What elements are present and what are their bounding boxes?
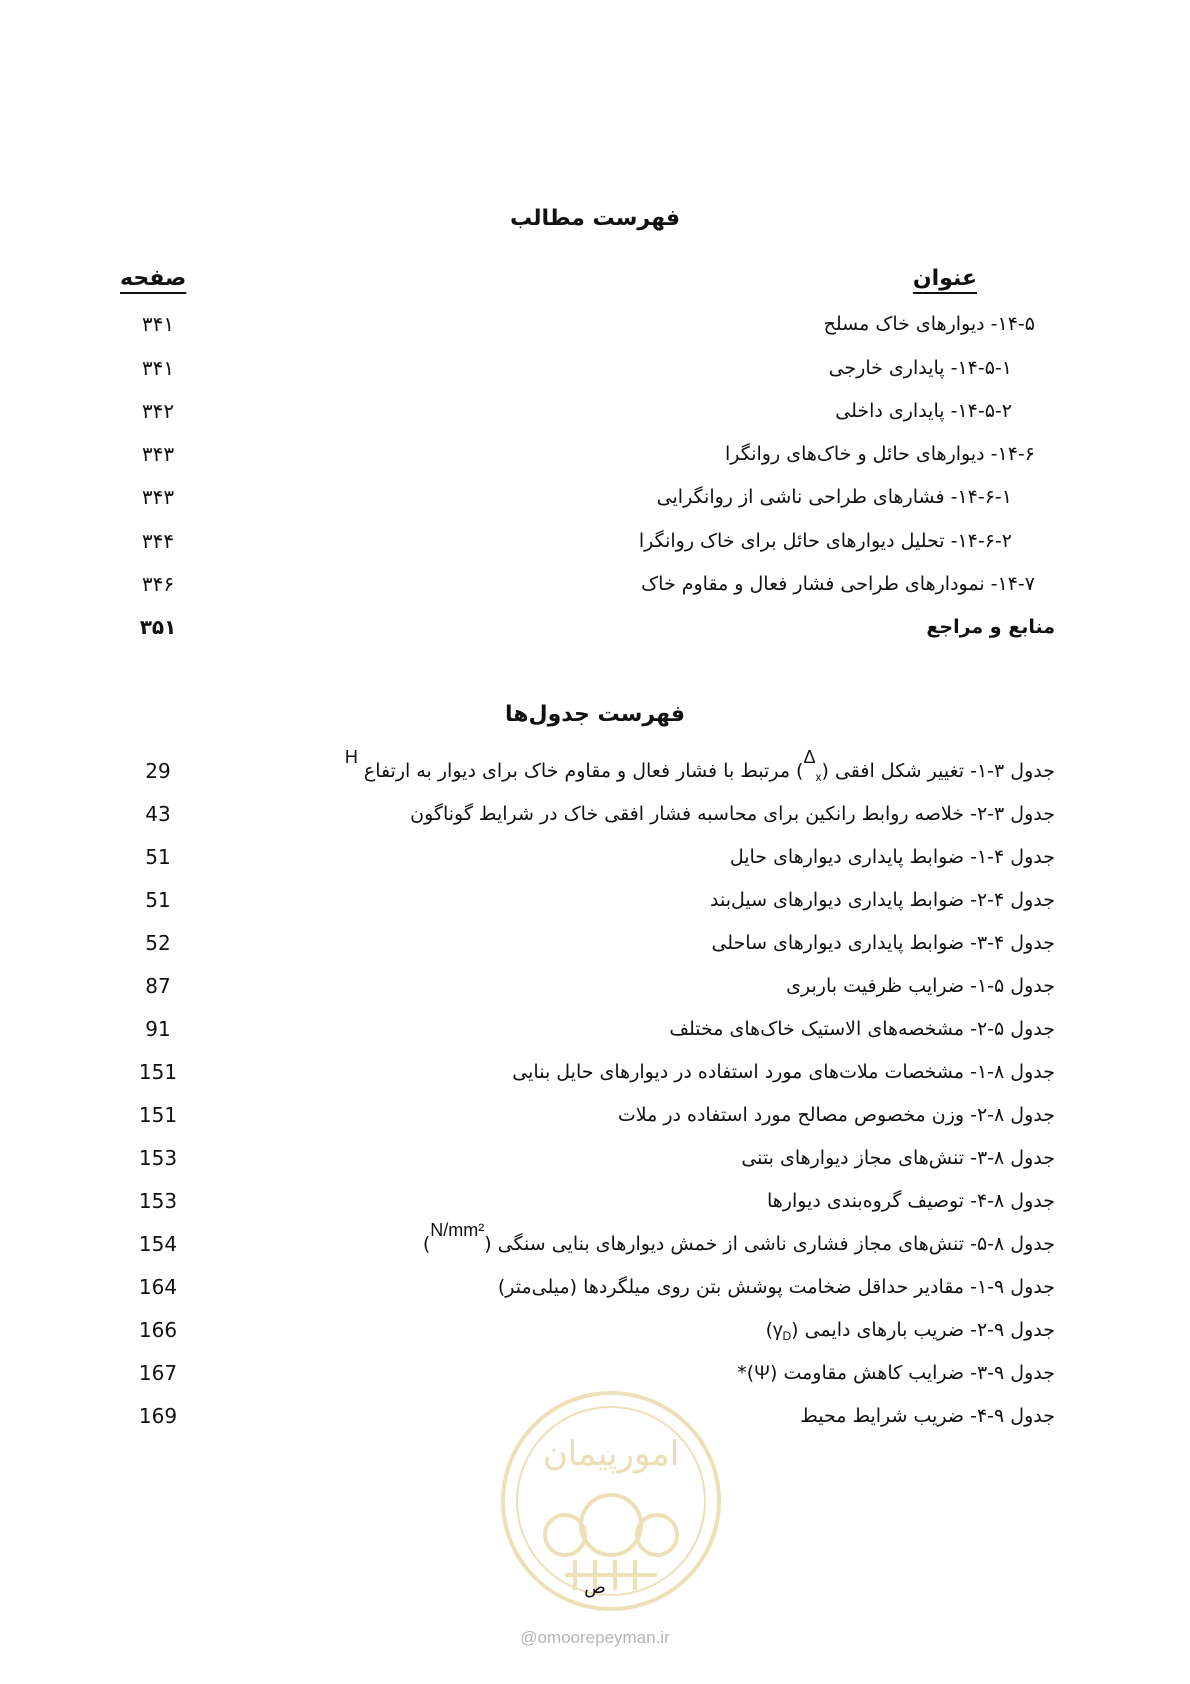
table-entry-text: جدول ۸-۲- وزن مخصوص مصالح مورد استفاده در ملات [617, 1104, 1055, 1126]
table-entry-text: جدول ۸-۳- تنش‌های مجاز دیوارهای بتنی [741, 1147, 1055, 1169]
toc-entry-text: ۱۴-۵-۲- پایداری داخلی [835, 400, 1012, 422]
table-entry-page: 166 [138, 1318, 178, 1342]
toc-entry-text: منابع و مراجع [926, 616, 1055, 638]
height-symbol: H [344, 747, 358, 767]
toc-entry[interactable] [0, 396, 1190, 442]
psi-symbol: Ψ [754, 1363, 771, 1384]
toc-entry[interactable] [0, 439, 1190, 485]
table-entry-page: 151 [138, 1060, 178, 1084]
table-entry-text: جدول ۴-۲- ضوابط پایداری دیوارهای سیل‌بند [709, 889, 1055, 911]
toc-entry-text: ۱۴-۶- دیوارهای حائل و خاک‌های روانگرا [724, 443, 1035, 465]
table-entry-page: 167 [138, 1361, 178, 1385]
table-entry-text: جدول ۸-۵- تنش‌های مجاز فشاری ناشی از خمش دیوارهای بنایی سنگی (N/mm²) [422, 1220, 1055, 1255]
gamma-symbol: $\gamma_D$ [773, 1320, 792, 1343]
toc-header-page: صفحه [120, 266, 187, 291]
table-entry[interactable] [0, 1220, 1190, 1275]
toc-entry-page: ۳۴۴ [141, 529, 175, 553]
table-entry-text: جدول ۹-۴- ضریب شرایط محیط [800, 1405, 1055, 1427]
toc-entry-page: ۳۴۳ [141, 442, 175, 466]
table-entry[interactable] [0, 1186, 1190, 1232]
table-entry-text: جدول ۳-۲- خلاصه روابط رانکین برای محاسبه فشار افقی خاک در شرایط گوناگون [410, 803, 1055, 825]
table-entry[interactable] [0, 747, 1190, 802]
tables-title: فهرست جدول‌ها [504, 702, 686, 727]
toc-title: فهرست مطالب [509, 206, 681, 231]
table-entry[interactable] [0, 1057, 1190, 1103]
unit-label: N/mm² [430, 1220, 485, 1240]
table-entry[interactable] [0, 1272, 1190, 1318]
table-entry-text: جدول ۸-۱- مشخصات ملات‌های مورد استفاده در دیوارهای حایل بنایی [512, 1061, 1055, 1083]
toc-entry[interactable] [0, 309, 1190, 355]
table-entry-page: 87 [145, 974, 171, 998]
toc-entry-page: ۳۵۱ [139, 615, 177, 639]
table-entry-text: جدول ۹-۲- ضریب بارهای دایمی $(\gamma_D)$ [765, 1319, 1055, 1343]
table-entry-text: جدول ۵-۱- ضرایب ظرفیت باربری [786, 975, 1055, 997]
table-entry[interactable] [0, 842, 1190, 888]
table-entry-text: جدول ۸-۴- توصیف گروه‌بندی دیوارها [766, 1190, 1055, 1212]
table-entry[interactable] [0, 1014, 1190, 1060]
table-entry[interactable] [0, 799, 1190, 845]
table-entry-page: 29 [145, 759, 171, 783]
toc-entry[interactable] [0, 353, 1190, 399]
table-entry-page: 51 [145, 845, 171, 869]
delta-symbol: $\Delta_x$ [803, 747, 822, 784]
toc-entry-page: ۳۴۳ [141, 485, 175, 509]
toc-entry-text: ۱۴-۷- نمودارهای طراحی فشار فعال و مقاوم خاک [641, 573, 1035, 595]
table-entry[interactable] [0, 928, 1190, 974]
table-entry-page: 43 [145, 802, 171, 826]
table-entry-page: 164 [138, 1275, 178, 1299]
toc-entry-text: ۱۴-۵- دیوارهای خاک مسلح [823, 313, 1035, 335]
footer-watermark-url: @omoorepeyman.ir [520, 1628, 670, 1647]
page-number: ص [584, 1577, 606, 1598]
table-entry[interactable] [0, 971, 1190, 1017]
table-entry[interactable] [0, 885, 1190, 931]
table-entry-text: جدول ۴-۱- ضوابط پایداری دیوارهای حایل [729, 846, 1055, 868]
toc-entry-text: ۱۴-۶-۱- فشارهای طراحی ناشی از روانگرایی [656, 486, 1012, 508]
table-entry-page: 91 [145, 1017, 171, 1041]
table-entry-page: 153 [138, 1146, 178, 1170]
toc-entry-page: ۳۴۱ [141, 312, 175, 336]
table-entry-page: 52 [145, 931, 171, 955]
table-entry-text: جدول ۴-۳- ضوابط پایداری دیوارهای ساحلی [711, 932, 1055, 954]
watermark-seal-text: امورپیمان [542, 1434, 680, 1474]
toc-header-title: عنوان [912, 266, 977, 291]
table-entry-text: جدول ۹-۱- مقادیر حداقل ضخامت پوشش بتن روی میلگردها (میلی‌متر) [497, 1276, 1055, 1298]
toc-entry-page: ۳۴۲ [141, 399, 175, 423]
table-entry-page: 151 [138, 1103, 178, 1127]
table-entry[interactable] [0, 1143, 1190, 1189]
toc-entry-text: ۱۴-۵-۱- پایداری خارجی [828, 357, 1012, 379]
toc-entry[interactable] [0, 569, 1190, 615]
toc-entry-text: ۱۴-۶-۲- تحلیل دیوارهای حائل برای خاک روانگرا [638, 530, 1012, 552]
table-entry-page: 51 [145, 888, 171, 912]
toc-entry-references[interactable] [0, 612, 1190, 658]
table-entry[interactable] [0, 1315, 1190, 1361]
table-entry-page: 153 [138, 1189, 178, 1213]
table-entry-text: جدول ۹-۳- ضرایب کاهش مقاومت (Ψ)* [737, 1362, 1055, 1384]
toc-entry[interactable] [0, 482, 1190, 528]
toc-entry-page: ۳۴۶ [141, 572, 175, 596]
table-entry-text: جدول ۵-۲- مشخصه‌های الاستیک خاک‌های مختلف [669, 1018, 1055, 1040]
table-entry-page: 169 [138, 1404, 178, 1428]
table-entry-text: جدول ۳-۱- تغییر شکل افقی $(\Delta_x)$ مرتبط با فشار فعال و مقاوم خاک برای دیوار به ارتفاع H [344, 747, 1055, 784]
toc-entry-page: ۳۴۱ [141, 356, 175, 380]
table-entry-page: 154 [138, 1232, 178, 1256]
toc-entry[interactable] [0, 526, 1190, 572]
table-entry[interactable] [0, 1100, 1190, 1146]
